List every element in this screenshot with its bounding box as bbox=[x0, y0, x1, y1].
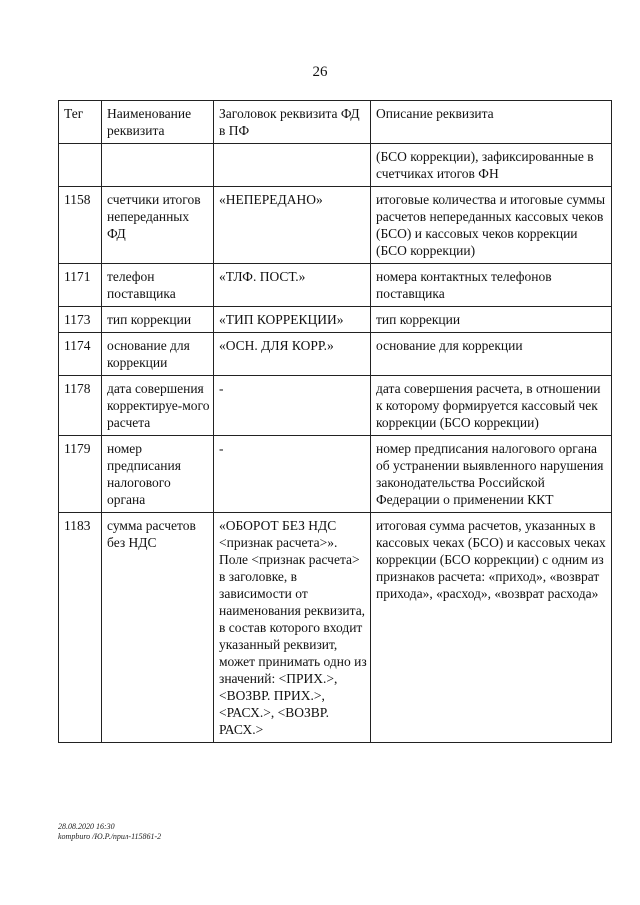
row-description: итоговые количества и итоговые суммы расчетов непереданных кассовых чеков (БСО) и кассовых чеков коррекции (БСО коррекции) bbox=[371, 187, 612, 264]
row-tag: 1178 bbox=[59, 376, 102, 436]
footer-document-code: kompburo /Ю.Р./прил-115861-2 bbox=[58, 832, 162, 841]
row-heading: «ОСН. ДЛЯ КОРР.» bbox=[214, 333, 371, 376]
row-description: основание для коррекции bbox=[371, 333, 612, 376]
row-heading: «ОБОРОТ БЕЗ НДС <признак расчета>». Поле <признак расчета> в заголовке, в зависимости от наименования реквизита, в состав которого входит указанный реквизит, может принимать одно из значений: <ПРИХ.>, <ВОЗВР. ПРИХ.>, <РАСХ.>, <ВОЗВР. РАСХ.> bbox=[214, 513, 371, 743]
row-name: номер предписания налогового органа bbox=[102, 436, 214, 513]
table-row bbox=[59, 376, 612, 436]
table-header-row bbox=[59, 101, 612, 144]
row-heading: «НЕПЕРЕДАНО» bbox=[214, 187, 371, 264]
row-description: тип коррекции bbox=[371, 307, 612, 333]
row-name: тип коррекции bbox=[102, 307, 214, 333]
row-description: номер предписания налогового органа об устранении выявленного нарушения законодательства Российской Федерации о применении ККТ bbox=[371, 436, 612, 513]
header-tag: Тег bbox=[59, 101, 102, 144]
table-row bbox=[59, 307, 612, 333]
row-tag: 1171 bbox=[59, 264, 102, 307]
row-name: дата совершения корректируе-мого расчета bbox=[102, 376, 214, 436]
page-number: 26 bbox=[312, 64, 328, 80]
row-tag bbox=[59, 144, 102, 187]
row-description: номера контактных телефонов поставщика bbox=[371, 264, 612, 307]
row-tag: 1173 bbox=[59, 307, 102, 333]
row-heading: «ТИП КОРРЕКЦИИ» bbox=[214, 307, 371, 333]
row-description: итоговая сумма расчетов, указанных в кассовых чеках (БСО) и кассовых чеках коррекции (БСО коррекции) с одним из признаков расчета: «приход», «возврат прихода», «расход», «возврат расхода» bbox=[371, 513, 612, 743]
row-tag: 1183 bbox=[59, 513, 102, 743]
table-row bbox=[59, 264, 612, 307]
table-row bbox=[59, 513, 612, 743]
row-description: дата совершения расчета, в отношении к которому формируется кассовый чек коррекции (БСО коррекции) bbox=[371, 376, 612, 436]
row-name: телефон поставщика bbox=[102, 264, 214, 307]
table-row bbox=[59, 436, 612, 513]
header-heading: Заголовок реквизита ФД в ПФ bbox=[214, 101, 371, 144]
header-description: Описание реквизита bbox=[371, 101, 612, 144]
row-name: основание для коррекции bbox=[102, 333, 214, 376]
row-name bbox=[102, 144, 214, 187]
table-row bbox=[59, 144, 612, 187]
table-row bbox=[59, 333, 612, 376]
table-row bbox=[59, 187, 612, 264]
row-name: сумма расчетов без НДС bbox=[102, 513, 214, 743]
requisites-table bbox=[58, 100, 612, 743]
row-name: счетчики итогов непереданных ФД bbox=[102, 187, 214, 264]
footer-timestamp: 28.08.2020 16:30 bbox=[58, 822, 115, 831]
row-heading: - bbox=[214, 436, 371, 513]
footer-stamp bbox=[58, 822, 161, 842]
row-tag: 1158 bbox=[59, 187, 102, 264]
row-heading: «ТЛФ. ПОСТ.» bbox=[214, 264, 371, 307]
header-name: Наименование реквизита bbox=[102, 101, 214, 144]
row-description: (БСО коррекции), зафиксированные в счетчиках итогов ФН bbox=[371, 144, 612, 187]
row-tag: 1174 bbox=[59, 333, 102, 376]
row-heading bbox=[214, 144, 371, 187]
row-tag: 1179 bbox=[59, 436, 102, 513]
row-heading: - bbox=[214, 376, 371, 436]
